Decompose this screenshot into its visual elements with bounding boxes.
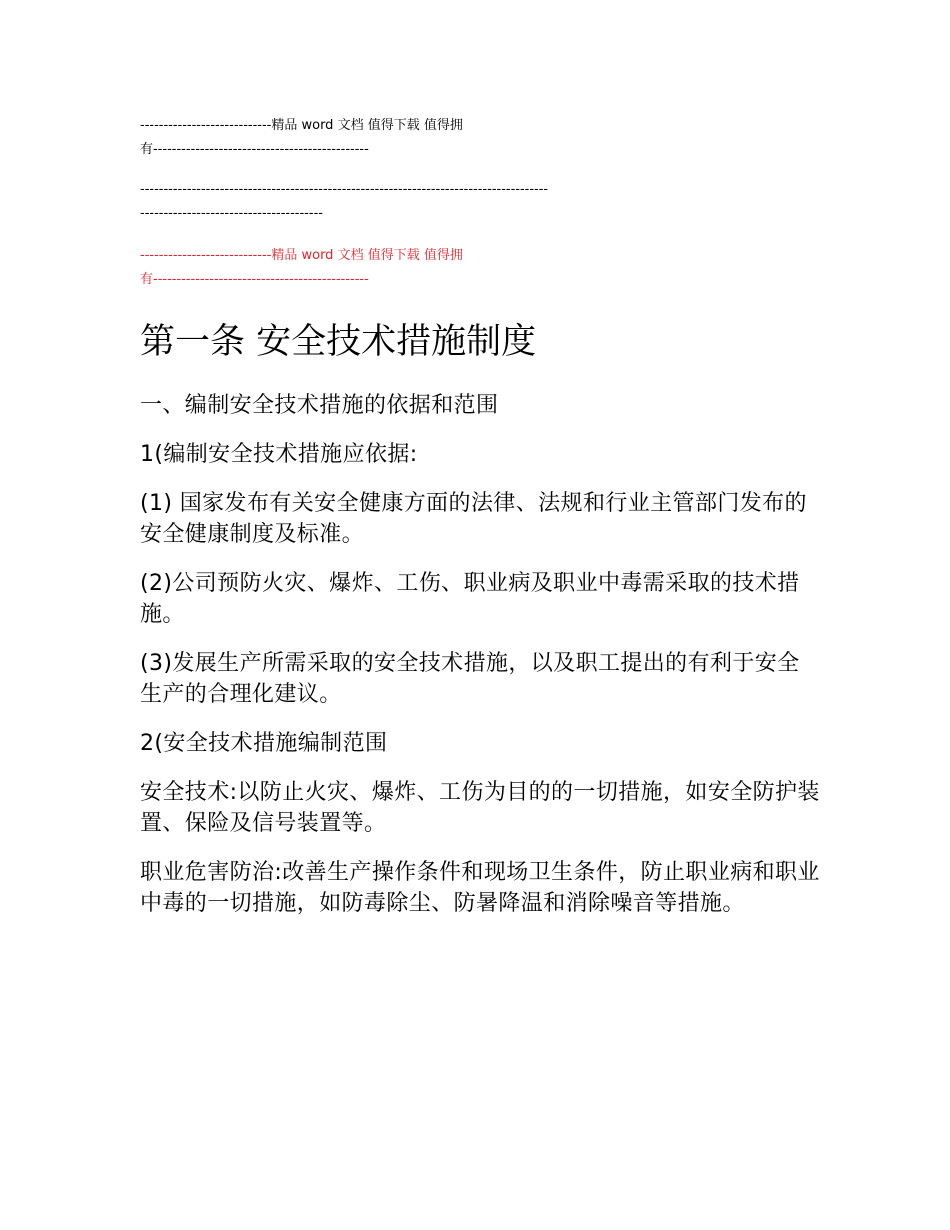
document-body xyxy=(140,390,820,937)
scope-occupational-hazard: 职业危害防治:改善生产操作条件和现场卫生条件，防止职业病和职业中毒的一切措施，如防毒除尘、防暑降温和消除噪音等措施。 xyxy=(140,860,820,916)
scope-heading: 2(安全技术措施编制范围 xyxy=(140,731,388,756)
dashed-separator-line-1: --------------------------------------------------------------------------------------- xyxy=(140,182,549,197)
basis-item-2: (2)公司预防火灾、爆炸、工伤、职业病及职业中毒需采取的技术措施。 xyxy=(140,571,800,627)
dashed-separator-line-2: --------------------------------------- xyxy=(140,206,323,221)
document-title: 第一条 安全技术措施制度 xyxy=(140,322,537,362)
section-heading: 一、编制安全技术措施的依据和范围 xyxy=(140,393,499,418)
red-banner xyxy=(140,244,463,292)
red-banner-line-2: 有---------------------------------------------- xyxy=(140,272,369,287)
basis-item-1: (1) 国家发布有关安全健康方面的法律、法规和行业主管部门发布的安全健康制度及标准。 xyxy=(140,491,807,547)
header-banner-line-1: ----------------------------精品 word 文档 值得下载 值得拥 xyxy=(140,118,463,133)
basis-heading: 1(编制安全技术措施应依据: xyxy=(140,442,418,467)
dashed-separator xyxy=(140,178,548,226)
header-banner-line-2: 有---------------------------------------------- xyxy=(140,142,369,157)
basis-item-3: (3)发展生产所需采取的安全技术措施，以及职工提出的有利于安全生产的合理化建议。 xyxy=(140,651,800,707)
scope-safety-technology: 安全技术:以防止火灾、爆炸、工伤为目的的一切措施，如安全防护装置、保险及信号装置等。 xyxy=(140,780,820,836)
red-banner-line-1: ----------------------------精品 word 文档 值得下载 值得拥 xyxy=(140,248,463,263)
header-banner xyxy=(140,114,463,162)
